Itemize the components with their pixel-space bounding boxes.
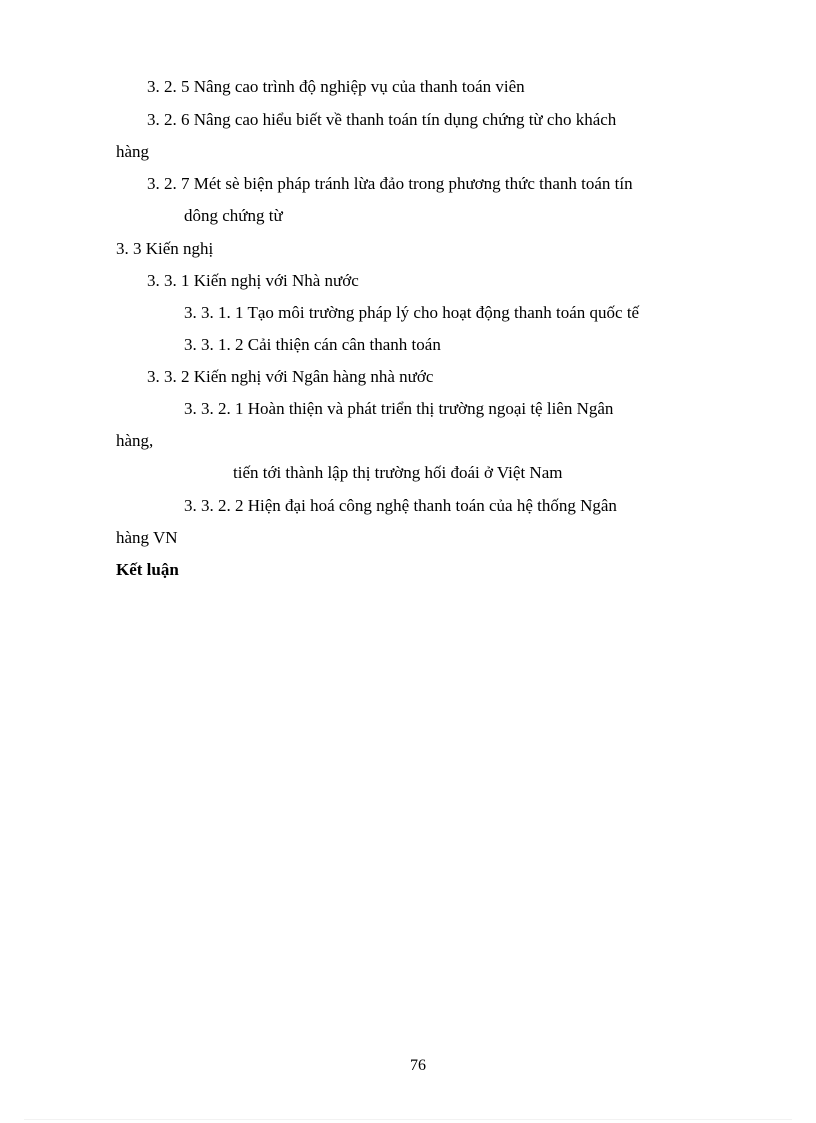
page-bottom-divider: [24, 1119, 792, 1120]
toc-entry-3-2-7-continued: dông chứng từ: [184, 206, 283, 225]
toc-entry-3-3-1: 3. 3. 1 Kiến nghị với Nhà nước: [147, 271, 359, 290]
toc-entry-3-3-2-2-continued: hàng VN: [116, 528, 178, 547]
toc-entry-3-3-2-1-continued: hàng,: [116, 431, 154, 450]
toc-entry-conclusion: Kết luận: [116, 560, 179, 579]
toc-entry-3-3-2-2: 3. 3. 2. 2 Hiện đại hoá công nghệ thanh toán của hệ thống Ngân: [184, 496, 617, 515]
toc-entry-3-3-2-1: 3. 3. 2. 1 Hoàn thiện và phát triển thị trường ngoại tệ liên Ngân: [184, 399, 614, 418]
toc-entry-3-3-2: 3. 3. 2 Kiến nghị với Ngân hàng nhà nước: [147, 367, 434, 386]
toc-entry-3-2-7: 3. 2. 7 Mét sè biện pháp tránh lừa đảo trong phương thức thanh toán tín: [147, 174, 633, 193]
page-number: 76: [410, 1057, 426, 1074]
toc-entry-3-3-1-2: 3. 3. 1. 2 Cải thiện cán cân thanh toán: [184, 335, 441, 354]
toc-entry-3-3: 3. 3 Kiến nghị: [116, 239, 214, 258]
toc-entry-3-2-6-continued: hàng: [116, 142, 150, 161]
toc-entry-3-2-5: 3. 2. 5 Nâng cao trình độ nghiệp vụ của thanh toán viên: [147, 77, 525, 96]
toc-entry-3-3-2-1-continued-2: tiến tới thành lập thị trường hối đoái ở Việt Nam: [233, 463, 563, 482]
toc-entry-3-2-6: 3. 2. 6 Nâng cao hiểu biết về thanh toán tín dụng chứng từ cho khách: [147, 110, 617, 129]
toc-entry-3-3-1-1: 3. 3. 1. 1 Tạo môi trường pháp lý cho hoạt động thanh toán quốc tế: [184, 303, 640, 322]
